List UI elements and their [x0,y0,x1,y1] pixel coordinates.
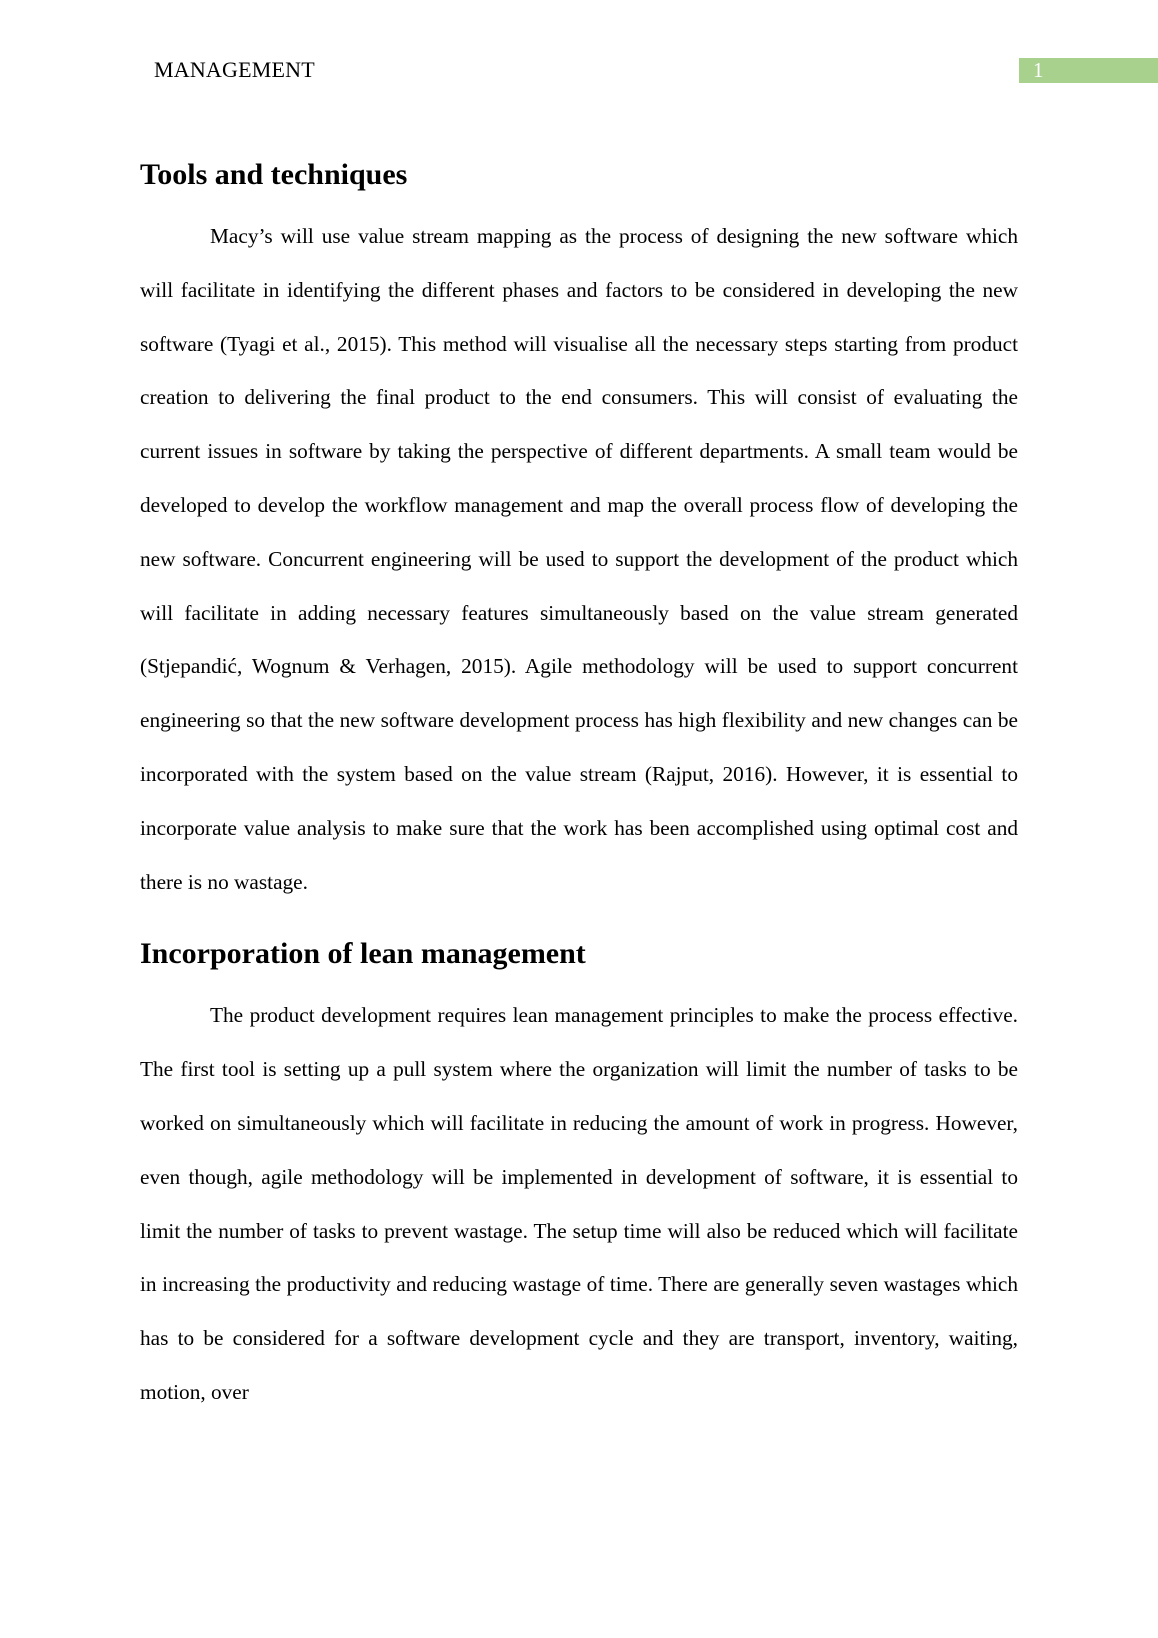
section-heading-tools-and-techniques: Tools and techniques [140,158,408,191]
page-number-badge [1019,58,1158,83]
paragraph-lean-management: The product development requires lean management principles to make the process effective. The first tool is setting up a pull system where the organization will limit the number of tasks to be worked on simultaneously which will facilitate in reducing the amount of work in progress. However, even though, agile methodology will be implemented in development of software, it is essential to limit the number of tasks to prevent wastage. The setup time will also be reduced which will facilitate in increasing the productivity and reducing wastage of time. There are generally seven wastages which has to be considered for a software development cycle and they are transport, inventory, waiting, motion, over [140,1003,1018,1404]
paragraph-tools-and-techniques: Macy’s will use value stream mapping as the process of designing the new software which will facilitate in identifying the different phases and factors to be considered in developing the new software (Tyagi et al., 2015). This method will visualise all the necessary steps starting from product creation to delivering the final product to the end consumers. This will consist of evaluating the current issues in software by taking the perspective of different departments. A small team would be developed to develop the workflow management and map the overall process flow of developing the new software. Concurrent engineering will be used to support the development of the product which will facilitate in adding necessary features simultaneously based on the value stream generated (Stjepandić, Wognum & Verhagen, 2015). Agile methodology will be used to support concurrent engineering so that the new software development process has high flexibility and new changes can be incorporated with the system based on the value stream (Rajput, 2016). However, it is essential to incorporate value analysis to make sure that the work has been accomplished using optimal cost and there is no wastage. [140,224,1018,894]
running-head: MANAGEMENT [154,57,315,82]
section-heading-lean-management: Incorporation of lean management [140,937,586,971]
page-number: 1 [1033,58,1044,82]
document-body [140,155,1018,1420]
